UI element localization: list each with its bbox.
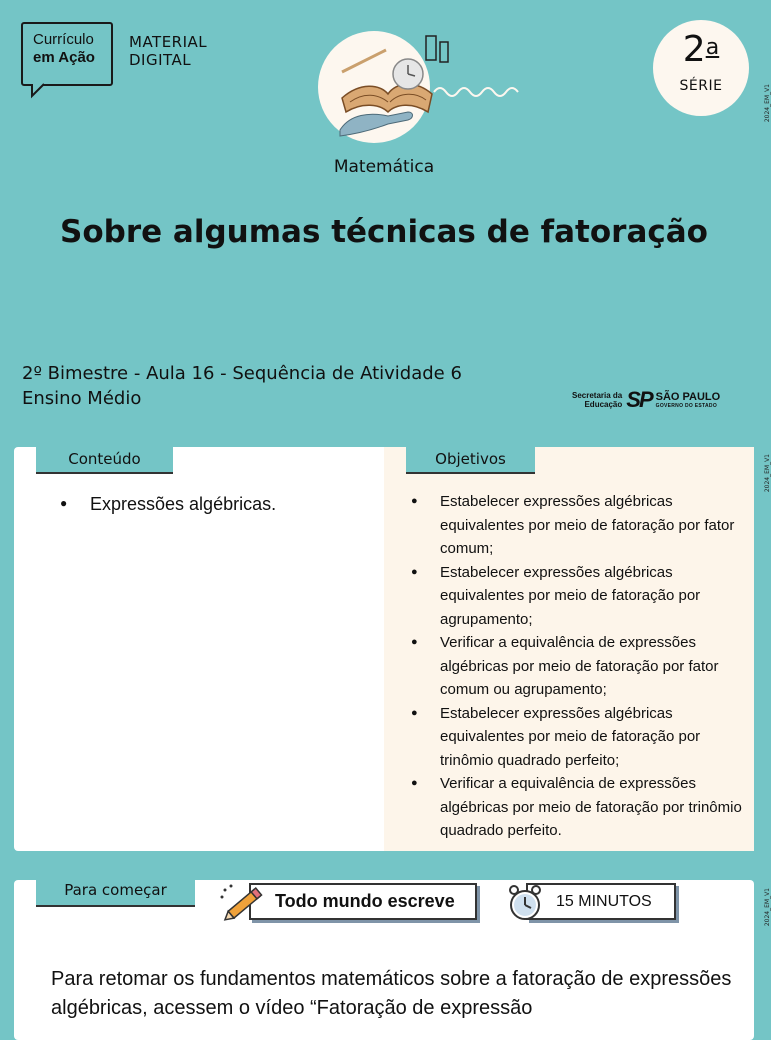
page-title: Sobre algumas técnicas de fatoração bbox=[60, 214, 708, 250]
objetivos-list bbox=[411, 490, 751, 843]
edition-code: 2024_EM_V1 bbox=[764, 84, 771, 123]
serie-number: 2$^a$ bbox=[682, 29, 720, 70]
subject-label: Matemática bbox=[333, 157, 435, 177]
time-label: 15 MINUTOS bbox=[526, 883, 676, 920]
edition-code: 2024_EM_V1 bbox=[764, 454, 771, 493]
mode-label: Todo mundo escreve bbox=[249, 883, 477, 920]
list-item: ● Verificar a equivalência de expressões algébricas por meio de fatoração por fator comum ou agrupamento; bbox=[411, 631, 751, 702]
open-book-hand-illustration bbox=[330, 32, 520, 142]
list-item: ● Estabelecer expressões algébricas equivalentes por meio de fatoração por agrupamento; bbox=[411, 561, 751, 632]
brand-line1: Currículo bbox=[33, 31, 94, 48]
intro-paragraph: Para retomar os fundamentos matemáticos sobre a fatoração de expressões algébricas, acessem o vídeo “Fatoração de expressão bbox=[51, 968, 732, 1019]
sao-paulo-government-logo: Secretaria da Educação SP SÃO PAULO GOVERNO DO ESTADO bbox=[572, 387, 721, 412]
serie-badge bbox=[653, 20, 749, 116]
alarm-clock-icon bbox=[504, 882, 546, 924]
tab-objetivos: Objetivos bbox=[406, 447, 535, 474]
serie-label: SÉRIE bbox=[679, 78, 723, 94]
activity-panel bbox=[14, 880, 754, 1040]
education-level: Ensino Médio bbox=[22, 388, 142, 409]
brand-line2: em Ação bbox=[33, 49, 95, 66]
list-item: ● Estabelecer expressões algébricas equivalentes por meio de fatoração por trinômio quadrado perfeito; bbox=[411, 702, 751, 773]
tab-conteudo: Conteúdo bbox=[36, 447, 173, 474]
section-para-comecar: Para começar bbox=[36, 880, 195, 907]
time-badge bbox=[504, 882, 676, 921]
content-objectives-panel bbox=[14, 447, 754, 851]
conteudo-list bbox=[60, 494, 276, 515]
list-item: ● Verificar a equivalência de expressões algébricas por meio de fatoração por trinômio quadrado perfeito. bbox=[411, 772, 751, 843]
pencil-icon bbox=[219, 882, 267, 922]
mode-badge bbox=[219, 882, 477, 921]
list-item: ● Expressões algébricas. bbox=[60, 494, 276, 515]
lesson-info: 2º Bimestre - Aula 16 - Sequência de Atividade 6 bbox=[22, 363, 462, 384]
material-digital-logo: MATERIAL DIGITAL bbox=[129, 33, 208, 69]
list-item: ● Estabelecer expressões algébricas equivalentes por meio de fatoração por fator comum; bbox=[411, 490, 751, 561]
speech-tail-icon bbox=[30, 84, 52, 98]
edition-code: 2024_EM_V1 bbox=[764, 888, 771, 927]
curriculo-em-acao-logo bbox=[21, 22, 113, 86]
